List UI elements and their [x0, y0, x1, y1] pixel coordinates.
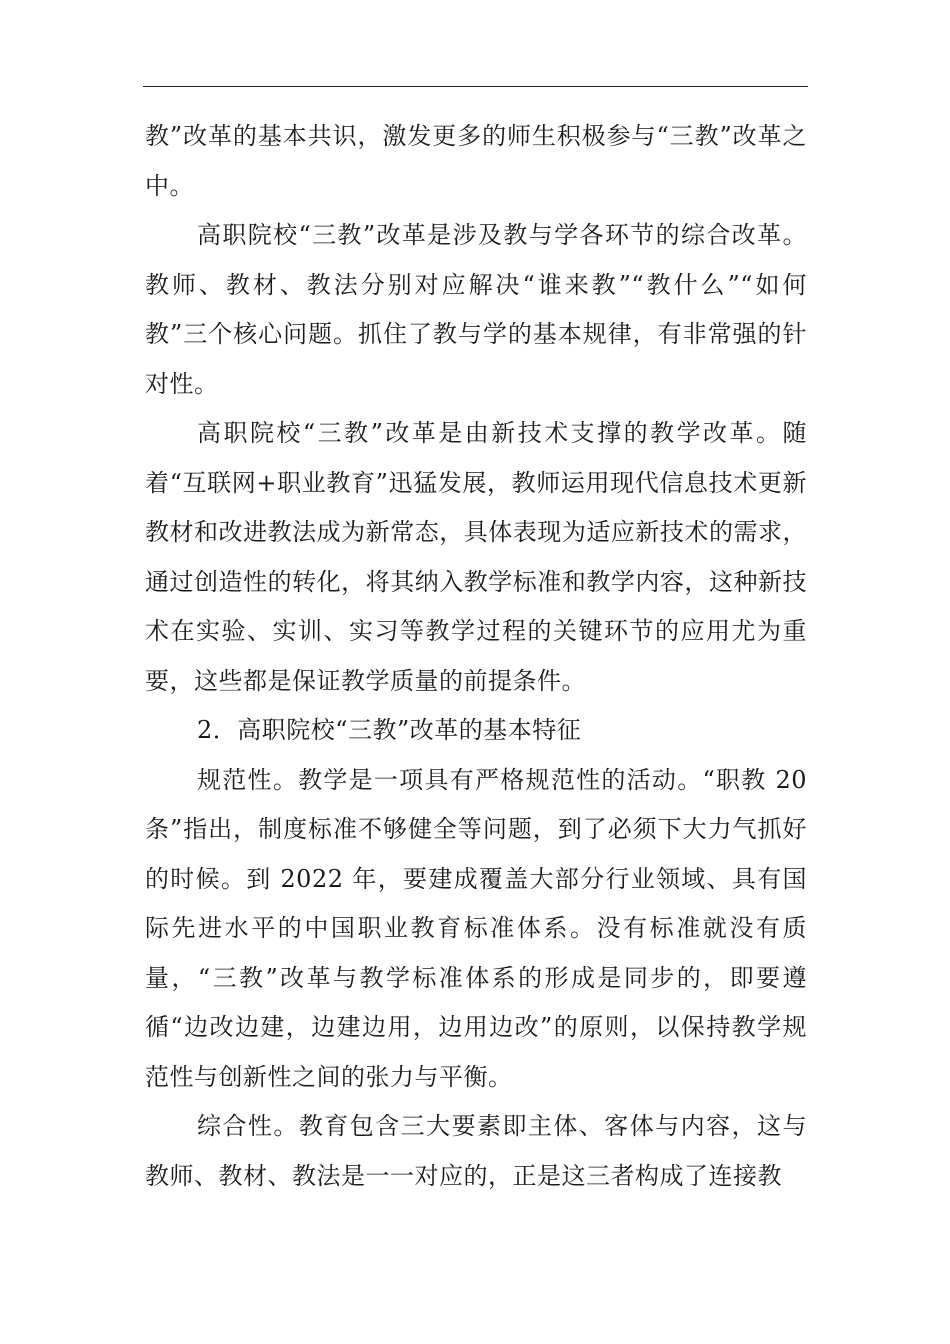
paragraph-normativity: 规范性。教学是一项具有严格规范性的活动。“职教 20 条”指出，制度标准不够健全等问题，到了必须下大力气抓好的时候。到 2022 年，要建成覆盖大部分行业领域、具有国际先进水平的中国职业教育标准体系。没有标准就没有质量，“三教”改革与教学标准体系的形成是同步的，即要遵循“边改边建，边建边用，边用边改”的原则，以保持教学规范性与创新性之间的张力与平衡。	[145, 765, 807, 1091]
paragraph-technology-reform: 高职院校“三教”改革是由新技术支撑的教学改革。随着“互联网+职业教育”迅猛发展，教师运用现代信息技术更新教材和改进教法成为新常态，具体表现为适应新技术的需求，通过创造性的转化，将其纳入教学标准和教学内容，这种新技术在实验、实训、实习等教学过程的关键环节的应用尤为重要，这些都是保证教学质量的前提条件。	[145, 419, 807, 695]
section-heading: 2．高职院校“三教”改革的基本特征	[197, 716, 582, 744]
document-body	[145, 112, 807, 1201]
paragraph-comprehensive-reform: 高职院校“三教”改革是涉及教与学各环节的综合改革。教师、教材、教法分别对应解决“谁来教”“教什么”“如何教”三个核心问题。抓住了教与学的基本规律，有非常强的针对性。	[145, 221, 807, 398]
header-rule	[143, 86, 808, 87]
paragraph-continuation: 教”改革的基本共识，激发更多的师生积极参与“三教”改革之中。	[145, 122, 807, 200]
paragraph-comprehensiveness: 综合性。教育包含三大要素即主体、客体与内容，这与教师、教材、教法是一一对应的，正是这三者构成了连接教	[145, 1112, 807, 1190]
